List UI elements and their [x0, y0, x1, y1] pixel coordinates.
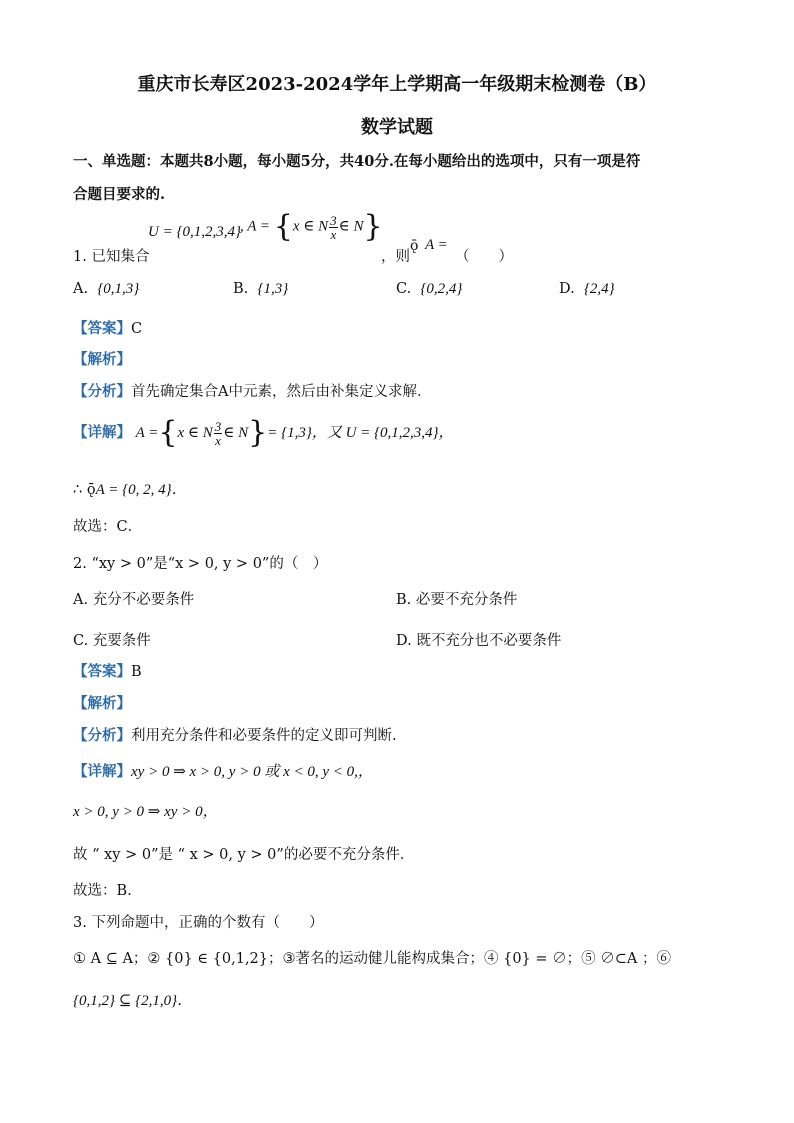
q2-analysis-tag: 【解析】 [73, 695, 131, 712]
q1-therefore: ∴ ǭA = {0, 2, 4}． [73, 482, 187, 498]
q1-complement-symbol: ǭ [410, 238, 419, 254]
q1-frac-num: 3 [330, 212, 337, 228]
q1-set-u: U = {0,1,2,3,4} [148, 224, 241, 240]
q1-fenxi: 【分析】首先确定集合A中元素，然后由补集定义求解． [73, 383, 432, 400]
q2-stem: 2. “xy > 0”是“x > 0, y > 0”的（ ） [73, 556, 328, 572]
q2-choice: 故选：B. [73, 883, 132, 899]
q1-option-c: C. {0,2,4} [396, 281, 463, 297]
section-heading-line2: 合题目要求的. [73, 186, 166, 203]
q1-xiangjie: 【详解】 A ={x ∈ N $\frac{3}{x}$ ∈ N}= {1,3}，又 U = {0,1,2,3,4}， [73, 415, 454, 450]
q1-answer: 【答案】C [73, 320, 143, 337]
page-subtitle: 数学试题 [361, 117, 433, 138]
q1-xj-fraction: $\frac{3}{x}$ [214, 418, 222, 448]
q2-option-a: A. 充分不必要条件 [73, 592, 195, 608]
q3-line2: {0,1,2} ⊆ {2,1,0}． [73, 993, 193, 1009]
q1-set-a-cond: x ∈ N [292, 218, 329, 235]
answer-tag: 【答案】 [73, 663, 131, 680]
q2-option-c: C. 充要条件 [73, 633, 151, 649]
section-heading-line1: 一、单选题：本题共8小题，每小题5分，共40分.在每小题给出的选项中，只有一项是符 [73, 153, 641, 170]
q2-option-b: B. 必要不充分条件 [396, 592, 518, 608]
q1-fraction [329, 214, 338, 241]
q2-xiangjie: 【详解】xy > 0 ⇒ x > 0, y > 0 或 x < 0, y < 0,， [73, 763, 373, 780]
answer-tag: 【答案】 [73, 320, 131, 337]
q2-fenxi: 【分析】利用充分条件和必要条件的定义即可判断. [73, 727, 397, 744]
left-brace-icon: { [273, 209, 293, 244]
q1-prefix: 1. 已知集合 [73, 249, 150, 265]
q1-suffix: ，则 [381, 249, 410, 265]
q1-set-a-post: ∈ N [338, 218, 364, 235]
q1-set-a-prefix: , A = [240, 218, 274, 235]
q2-option-d: D. 既不充分也不必要条件 [396, 633, 562, 649]
q2-answer: 【答案】B [73, 663, 142, 680]
q1-option-a: A. {0,1,3} [73, 281, 140, 297]
q2-line2: x > 0, y > 0 ⇒ xy > 0， [73, 804, 218, 820]
right-brace-icon: } [363, 209, 383, 244]
q1-option-d: D. {2,4} [559, 281, 615, 297]
q3-line1: ① A ⊆ A；② {0} ∈ {0,1,2}；③著名的运动健儿能构成集合；④ {0} = ∅；⑤ ∅⊂A ；⑥ [73, 951, 671, 967]
xiangjie-tag: 【详解】 [73, 424, 131, 441]
right-brace-icon: } [248, 415, 268, 450]
q1-analysis-tag: 【解析】 [73, 351, 131, 368]
q1-choice: 故选：C． [73, 519, 143, 535]
q1-set-a [240, 209, 383, 244]
q1-option-b: B. {1,3} [233, 281, 289, 297]
left-brace-icon: { [158, 415, 178, 450]
q2-line3: 故 “ xy > 0”是 “ x > 0, y > 0”的必要不充分条件． [73, 847, 415, 863]
q3-stem: 3. 下列命题中，正确的个数有（ ） [73, 915, 324, 931]
page-title: 重庆市长寿区2023-2024学年上学期高一年级期末检测卷（B） [137, 74, 657, 95]
q1-complement-expr: A = [425, 237, 448, 253]
q1-frac-den: x [330, 226, 337, 242]
q1-paren: （ ） [455, 249, 513, 265]
